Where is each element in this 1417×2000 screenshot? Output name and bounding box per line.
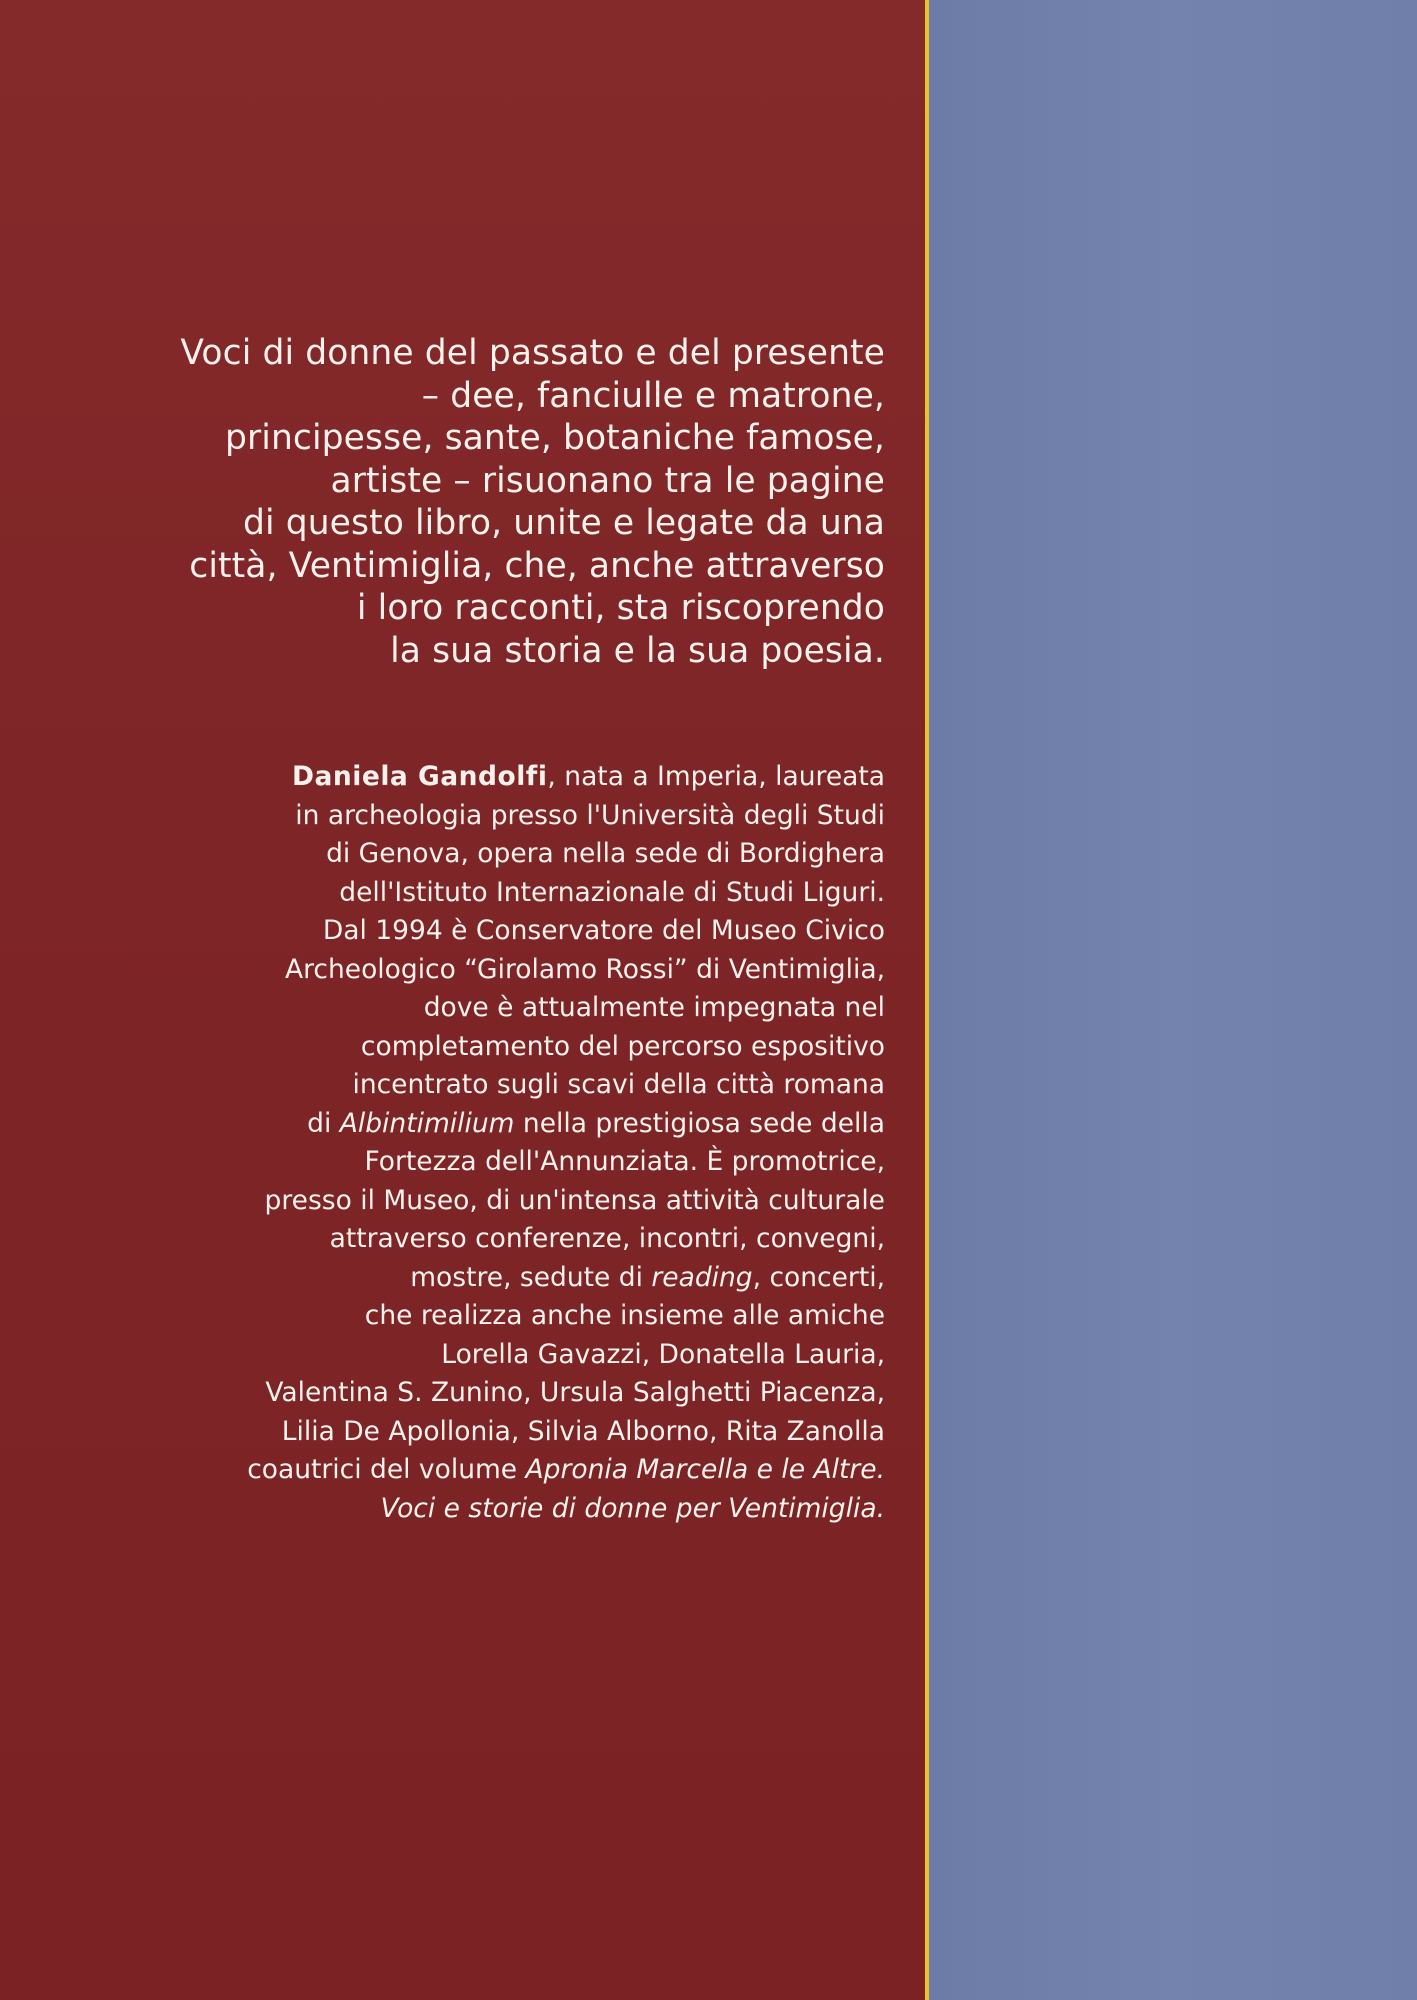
author-name: Daniela Gandolfi: [292, 761, 548, 792]
volume-title-italic: Apronia Marcella e le Altre.: [525, 1454, 885, 1485]
bio-line: Dal 1994 è Conservatore del Museo Civico: [322, 915, 885, 946]
bio-line: dell'Istituto Internazionale di Studi Liguri.: [339, 876, 885, 908]
blurb-line: artiste – risuonano tra le pagine: [330, 460, 885, 501]
bio-line: Fortezza dell'Annunziata. È promotrice,: [364, 1146, 885, 1177]
book-blurb: [95, 332, 885, 672]
bio-text: nella prestigiosa sede della: [514, 1107, 885, 1139]
bio-text: coautrici del volume: [247, 1454, 526, 1485]
bio-line: dove è attualmente impegnata nel: [423, 992, 885, 1023]
bio-line: [95, 1451, 885, 1490]
blurb-line: città, Ventimiglia, che, anche attraverso: [189, 545, 885, 586]
bio-line: completamento del percorso espositivo: [360, 1030, 885, 1062]
bio-line: presso il Museo, di un'intensa attività culturale: [264, 1184, 885, 1216]
bio-text: di: [307, 1107, 340, 1139]
bio-line: attraverso conferenze, incontri, convegni,: [329, 1223, 885, 1254]
bio-line: [95, 1259, 885, 1298]
bio-line: [95, 1490, 885, 1529]
cover-right-panel: [929, 0, 1417, 2000]
blurb-line: la sua storia e la sua poesia.: [390, 630, 885, 671]
bio-line: Lorella Gavazzi, Donatella Lauria,: [441, 1338, 885, 1370]
blurb-line: – dee, fanciulle e matrone,: [421, 375, 885, 416]
bio-text: , concerti,: [752, 1261, 885, 1293]
bio-line: incentrato sugli scavi della città romana: [352, 1069, 885, 1100]
blurb-line: di questo libro, unite e legate da una: [242, 503, 885, 543]
blurb-line: Voci di donne del passato e del presente: [180, 333, 885, 373]
bio-line: di Genova, opera nella sede di Bordighera: [326, 838, 885, 869]
bio-line: Lilia De Apollonia, Silvia Alborno, Rita Zanolla: [281, 1415, 885, 1447]
bio-line: in archeologia presso l'Università degli Studi: [295, 799, 885, 831]
reading-italic: reading: [651, 1261, 753, 1293]
bio-text: , nata a Imperia, laureata: [547, 761, 885, 792]
albintimilium-italic: Albintimilium: [339, 1107, 515, 1139]
bio-line: che realizza anche insieme alle amiche: [364, 1300, 885, 1331]
volume-title-italic: Voci e storie di donne per Ventimiglia.: [380, 1492, 885, 1524]
bio-line: [95, 758, 885, 797]
bio-line: [95, 1105, 885, 1144]
bio-line: Valentina S. Zunino, Ursula Salghetti Piacenza,: [265, 1377, 885, 1408]
bio-line: Archeologico “Girolamo Rossi” di Ventimiglia,: [284, 953, 885, 985]
bio-text: mostre, sedute di: [410, 1261, 652, 1293]
blurb-line: i loro racconti, sta riscoprendo: [356, 588, 885, 628]
author-bio: [95, 758, 885, 1528]
blurb-line: principesse, sante, botaniche famose,: [224, 418, 885, 458]
